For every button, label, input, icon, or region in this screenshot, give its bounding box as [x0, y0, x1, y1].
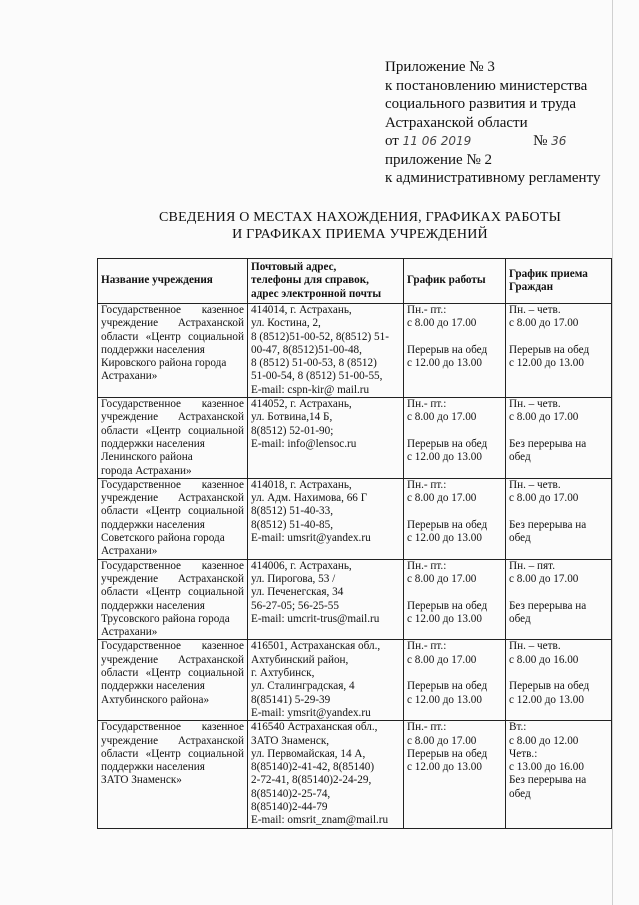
name-line: Государственное казенное	[101, 478, 244, 491]
document-title	[100, 209, 620, 243]
address-line: E-mail: omsrit_znam@mail.ru	[251, 814, 389, 827]
address-line: 8 (8512) 51-00-53, 8 (8512)	[251, 357, 377, 370]
name-line: поддержки населения	[101, 343, 205, 356]
institution-name-cell	[98, 721, 248, 828]
schedule-line: Перерыв на обед	[407, 437, 488, 450]
address-cell	[248, 478, 404, 559]
name-line: Государственное казенное	[101, 559, 244, 572]
address-line: ул. Печенегская, 34	[251, 586, 344, 599]
reception-schedule-cell	[506, 478, 612, 559]
address-line: ул. Сталинградская, 4	[251, 680, 355, 693]
schedule-line: Перерыв на обед	[407, 680, 488, 693]
reception-line: Перерыв на обед	[509, 343, 590, 356]
schedule-line: Пн.- пт.:	[407, 721, 447, 734]
reception-line: Пн. – четв.	[509, 478, 561, 491]
address-line: 2-72-41, 8(85140)2-24-29,	[251, 774, 372, 787]
reception-line	[509, 331, 608, 344]
address-line: ЗАТО Знаменск,	[251, 734, 330, 747]
name-line: Астрахани»	[101, 370, 158, 383]
annex-header	[385, 58, 625, 188]
address-line: E-mail: umsrit@yandex.ru	[251, 532, 371, 545]
schedule-line: Перерыв на обед	[407, 599, 488, 612]
name-line: Государственное казенное	[101, 640, 244, 653]
reception-line: Пн. – четв.	[509, 304, 561, 316]
schedule-line	[407, 425, 502, 438]
name-line: поддержки населения	[101, 518, 205, 531]
schedule-line	[407, 586, 502, 599]
header-schedule: График работы	[404, 259, 506, 304]
name-line: поддержки населения	[101, 680, 205, 693]
address-cell	[248, 640, 404, 721]
annex-date-line	[385, 132, 625, 151]
reception-schedule-cell	[506, 304, 612, 398]
name-line: поддержки населения	[101, 761, 205, 774]
header-name: Название учреждения	[98, 259, 248, 304]
name-line: области «Центр социальной	[101, 505, 244, 518]
name-line: Астрахани»	[101, 626, 158, 639]
address-line: 8(85140)2-44-79	[251, 800, 328, 813]
address-line: 8(85141) 5-29-39	[251, 693, 331, 706]
schedule-line: Пн.- пт.:	[407, 304, 447, 316]
address-line: ул. Первомайская, 14 А,	[251, 747, 366, 760]
title-line-2: И ГРАФИКАХ ПРИЕМА УЧРЕЖДЕНИЙ	[232, 227, 488, 242]
schedule-line: с 12.00 до 13.00	[407, 612, 482, 625]
reception-line: с 12.00 до 13.00	[509, 693, 584, 706]
schedule-line: Пн.- пт.:	[407, 398, 447, 411]
table-row	[98, 640, 612, 721]
address-line: 8(8512) 51-40-85,	[251, 518, 334, 531]
name-line: учреждение Астраханской	[101, 317, 244, 330]
reception-line: с 12.00 до 13.00	[509, 357, 584, 370]
address-line: E-mail: ymsrit@yandex.ru	[251, 706, 371, 719]
name-line: поддержки населения	[101, 599, 205, 612]
address-line: 8(85140)2-25-74,	[251, 787, 331, 800]
schedule-line: Перерыв на обед	[407, 747, 488, 760]
name-line: области «Центр социальной	[101, 330, 244, 343]
annex-line-3: социального развития и труда	[385, 96, 576, 112]
schedule-line: с 8.00 до 17.00	[407, 653, 477, 666]
address-line: 8 (8512)51-00-52, 8(8512) 51-	[251, 330, 389, 343]
reception-schedule-cell	[506, 640, 612, 721]
address-line: ул. Костина, 2,	[251, 317, 321, 330]
reception-line: Пн. – четв.	[509, 640, 561, 653]
table-row	[98, 721, 612, 828]
institution-name-cell	[98, 304, 248, 398]
address-line: E-mail: cspn-kir@ mail.ru	[251, 383, 370, 396]
institution-name-cell	[98, 398, 248, 479]
address-cell	[248, 721, 404, 828]
schedule-line: Пн.- пт.:	[407, 478, 447, 491]
reception-line: обед	[509, 451, 531, 464]
schedule-line: с 12.00 до 13.00	[407, 761, 482, 774]
name-line: Государственное казенное	[101, 304, 244, 316]
name-line: области «Центр социальной	[101, 747, 244, 760]
name-line: Ленинского района	[101, 451, 193, 464]
name-line: Советского района города	[101, 532, 225, 545]
schedule-line	[407, 505, 502, 518]
annex-line-7: к административному регламенту	[385, 170, 601, 186]
schedule-line: с 12.00 до 13.00	[407, 357, 482, 370]
institution-name-cell	[98, 559, 248, 640]
address-line: Ахтубинский район,	[251, 653, 349, 666]
annex-line-2: к постановлению министерства	[385, 77, 588, 94]
annex-line-6: приложение № 2	[385, 151, 493, 168]
name-line: ЗАТО Знаменск»	[101, 774, 182, 787]
reception-line: Без перерыва на	[509, 518, 587, 531]
name-line: поддержки населения	[101, 437, 205, 450]
name-line: Ахтубинского района»	[101, 693, 210, 706]
name-line: Государственное казенное	[101, 721, 244, 734]
reception-line	[509, 425, 608, 438]
annex-line-1: Приложение № 3	[385, 59, 495, 75]
address-line: ул. Пирогова, 53 /	[251, 572, 336, 585]
reception-line: обед	[509, 787, 531, 800]
institution-name-cell	[98, 640, 248, 721]
annex-date-handwritten: 11 06 2019	[402, 134, 472, 148]
address-line: 414018, г. Астрахань,	[251, 478, 352, 491]
schedule-line: Пн.- пт.:	[407, 559, 447, 572]
address-line: 416540 Астраханская обл.,	[251, 721, 378, 734]
table-row	[98, 398, 612, 479]
address-line: 416501, Астраханская обл.,	[251, 640, 381, 653]
address-line: ул. Ботвина,14 Б,	[251, 411, 333, 424]
name-line: учреждение Астраханской	[101, 572, 244, 585]
reception-schedule-cell	[506, 559, 612, 640]
work-schedule-cell	[404, 640, 506, 721]
schedule-line: с 12.00 до 13.00	[407, 693, 482, 706]
address-line: г. Ахтубинск,	[251, 667, 315, 680]
work-schedule-cell	[404, 559, 506, 640]
reception-line: Четв.:	[509, 747, 538, 760]
work-schedule-cell	[404, 304, 506, 398]
address-line: 414006, г. Астрахань,	[251, 559, 352, 572]
schedule-line: с 8.00 до 17.00	[407, 411, 477, 424]
schedule-line: с 8.00 до 17.00	[407, 317, 477, 330]
address-line: E-mail: info@lensoc.ru	[251, 437, 357, 450]
address-cell	[248, 398, 404, 479]
name-line: области «Центр социальной	[101, 667, 244, 680]
schedule-line: с 8.00 до 17.00	[407, 734, 477, 747]
reception-line: обед	[509, 612, 531, 625]
reception-line: Без перерыва на	[509, 774, 587, 787]
schedule-line	[407, 331, 502, 344]
schedule-line: Перерыв на обед	[407, 343, 488, 356]
table-row	[98, 559, 612, 640]
reception-line: с 8.00 до 17.00	[509, 492, 579, 505]
name-line: области «Центр социальной	[101, 424, 244, 437]
reception-line: Пн. – четв.	[509, 398, 561, 411]
work-schedule-cell	[404, 478, 506, 559]
address-line: 56-27-05; 56-25-55	[251, 599, 339, 612]
reception-line	[509, 586, 608, 599]
address-line: 8(85140)2-41-42, 8(85140)	[251, 761, 375, 774]
address-cell	[248, 304, 404, 398]
reception-line: Без перерыва на	[509, 599, 587, 612]
reception-line: Без перерыва на	[509, 437, 587, 450]
reception-line: с 8.00 до 17.00	[509, 317, 579, 330]
reception-line: с 13.00 до 16.00	[509, 761, 584, 774]
reception-line	[509, 505, 608, 518]
reception-line	[509, 667, 608, 680]
annex-number-label: №	[533, 133, 548, 149]
name-line: области «Центр социальной	[101, 586, 244, 599]
address-line: ул. Адм. Нахимова, 66 Г	[251, 492, 368, 505]
table-body	[98, 304, 612, 829]
schedule-line: Перерыв на обед	[407, 518, 488, 531]
name-line: Трусовского района города	[101, 612, 230, 625]
schedule-line: с 12.00 до 13.00	[407, 451, 482, 464]
name-line: учреждение Астраханской	[101, 653, 244, 666]
reception-line: обед	[509, 532, 531, 545]
address-line: 8(8512) 52-01-90;	[251, 424, 334, 437]
header-reception: График приема Граждан	[506, 259, 612, 304]
address-line: 51-00-54, 8 (8512) 51-00-55,	[251, 370, 383, 383]
annex-number-handwritten: 36	[551, 134, 567, 148]
table-row	[98, 304, 612, 398]
table-row	[98, 478, 612, 559]
reception-line: с 8.00 до 16.00	[509, 653, 579, 666]
reception-line: с 8.00 до 17.00	[509, 572, 579, 585]
annex-ot-label: от	[385, 133, 399, 149]
name-line: города Астрахани»	[101, 464, 192, 477]
name-line: учреждение Астраханской	[101, 734, 244, 747]
work-schedule-cell	[404, 398, 506, 479]
name-line: Астрахани»	[101, 545, 158, 558]
schedule-line: с 8.00 до 17.00	[407, 492, 477, 505]
reception-line: с 8.00 до 17.00	[509, 411, 579, 424]
reception-line: Перерыв на обед	[509, 680, 590, 693]
reception-schedule-cell	[506, 721, 612, 828]
work-schedule-cell	[404, 721, 506, 828]
address-line: 00-47, 8(8512)51-00-48,	[251, 343, 362, 356]
address-line: 8(8512) 51-40-33,	[251, 505, 334, 518]
address-cell	[248, 559, 404, 640]
institution-name-cell	[98, 478, 248, 559]
title-line-1: СВЕДЕНИЯ О МЕСТАХ НАХОЖДЕНИЯ, ГРАФИКАХ РАБОТЫ	[159, 210, 561, 225]
reception-line: Вт.:	[509, 721, 527, 734]
name-line: Государственное казенное	[101, 398, 244, 411]
name-line: учреждение Астраханской	[101, 411, 244, 424]
institutions-table	[97, 258, 612, 829]
schedule-line: с 12.00 до 13.00	[407, 532, 482, 545]
annex-line-4: Астраханской области	[385, 114, 528, 131]
header-address: Почтовый адрес, телефоны для справок, адрес электронной почты	[248, 259, 404, 304]
reception-line: Пн. – пят.	[509, 559, 556, 572]
schedule-line: с 8.00 до 17.00	[407, 572, 477, 585]
address-line: 414052, г. Астрахань,	[251, 398, 352, 411]
address-line: 414014, г. Астрахань,	[251, 304, 352, 316]
schedule-line: Пн.- пт.:	[407, 640, 447, 653]
reception-line: с 8.00 до 12.00	[509, 734, 579, 747]
reception-schedule-cell	[506, 398, 612, 479]
schedule-line	[407, 667, 502, 680]
table-header-row	[98, 259, 612, 304]
address-line: E-mail: umcrit-trus@mail.ru	[251, 612, 380, 625]
name-line: учреждение Астраханской	[101, 492, 244, 505]
name-line: Кировского района города	[101, 357, 227, 370]
